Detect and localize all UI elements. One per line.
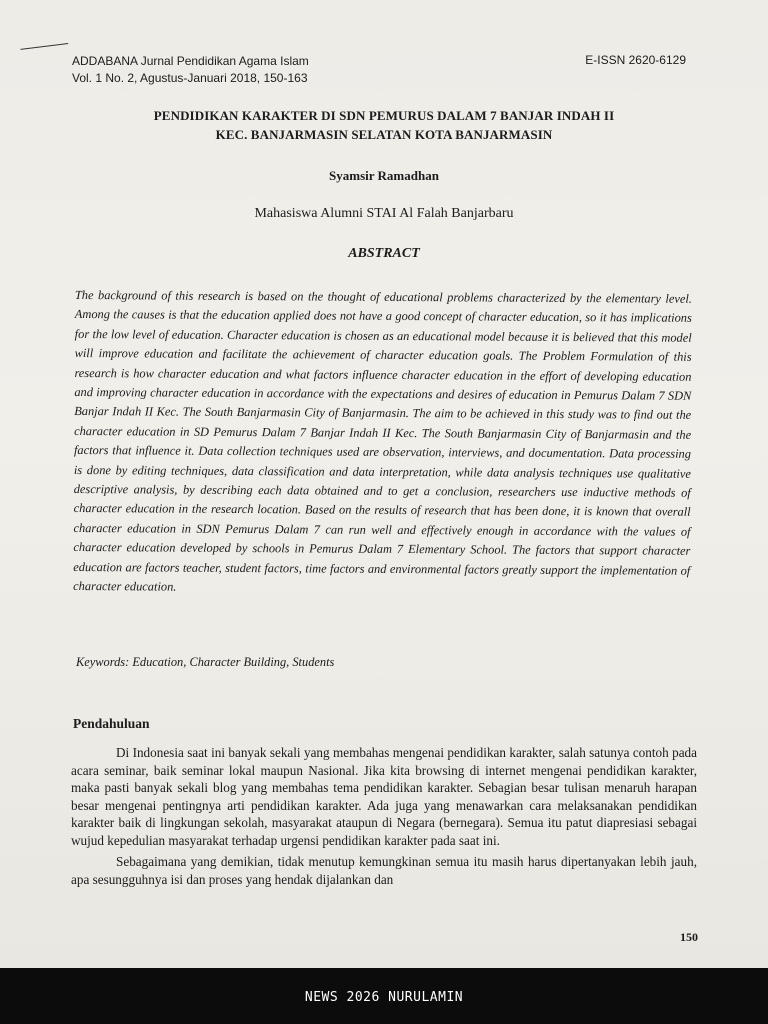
title-line-2: KEC. BANJARMASIN SELATAN KOTA BANJARMASIN (215, 127, 553, 142)
paragraph-2: Sebagaimana yang demikian, tidak menutup kemungkinan semua itu masih harus dipertanyakan lebih jauh, apa sesungguhnya isi dan proses yang hendak dijalankan dan (71, 854, 697, 887)
journal-header (72, 53, 309, 87)
article-title (60, 106, 708, 144)
title-line-1: PENDIDIKAN KARAKTER DI SDN PEMURUS DALAM 7 BANJAR INDAH II (153, 108, 615, 123)
journal-name: ADDABANA Jurnal Pendidikan Agama Islam (72, 54, 309, 68)
footer-caption-bar (0, 968, 768, 1024)
author-affiliation: Mahasiswa Alumni STAI Al Falah Banjarbaru (254, 206, 514, 221)
issn: E-ISSN 2620-6129 (585, 53, 686, 67)
abstract-text: The background of this research is based on the thought of educational problems characterized by the elementary level. Among the causes is that the education applied does not have a good concept of character education, so it has implications for the low level of education. Character education is chosen as an educational model because it is believed that this model will improve education and facilitate the achievement of character education goals. The Problem Formulation of this research is how character education and what factors influence character education in the effort of developing education and improving character education in accordance with the expectations and desires of education in Pemurus Dalam 7 SDN Banjar Indah II Kec. The South Banjarmasin City of Banjarmasin. The aim to be achieved in this study was to find out the character education in SD Pemurus Dalam 7 Banjar Indah II Kec. The South Banjarmasin City of Banjarmasin and the factors that influence it. Data collection techniques used are observation, interviews, and documentation. Data processing is done by editing techniques, data classification and data interpretation, while data analysis techniques use qualitative descriptive analysis, by describing each data obtained and to get a conclusion, researchers use inductive methods of character education in the research location. Based on the results of research that has been done, it is known that overall character education in SDN Pemurus Dalam 7 can run well and effectively enough in accordance with the values of character education developed by schools in Pemurus Dalam 7 Elementary School. The factors that support character education are factors teacher, student factors, time factors and environmental factors greatly support the implementation of character education. (73, 287, 692, 594)
footer-caption: NEWS 2026 NURULAMIN (304, 989, 464, 1005)
section-title: Pendahuluan (73, 716, 150, 731)
keywords: Keywords: Education, Character Building, Students (76, 655, 335, 669)
page-number: 150 (680, 930, 698, 944)
volume-info: Vol. 1 No. 2, Agustus-Januari 2018, 150-163 (72, 71, 308, 85)
intro-body (71, 744, 697, 892)
paragraph-1: Di Indonesia saat ini banyak sekali yang membahas mengenai pendidikan karakter, salah satunya contoh pada acara seminar, baik seminar lokal maupun Nasional. Jika kita browsing di internet mengenai pendidikan karakter, maka pasti banyak sekali blog yang membahas tema pendidikan karakter. Sebagian besar tulisan menaruh harapan besar mengenai pentingnya arti pendidikan karakter. Ada juga yang menawarkan cara melaksanakan pendidikan karakter baik di lingkungan sekolah, masyarakat ataupun di Negara (bernegara). Semua itu patut diapresiasi sebagai wujud kepedulian masyarakat terhadap urgensi pendidikan karakter pada saat ini. (71, 745, 697, 848)
author-name: Syamsir Ramadhan (329, 168, 439, 183)
pen-mark (20, 37, 68, 50)
abstract-heading: ABSTRACT (348, 246, 420, 261)
